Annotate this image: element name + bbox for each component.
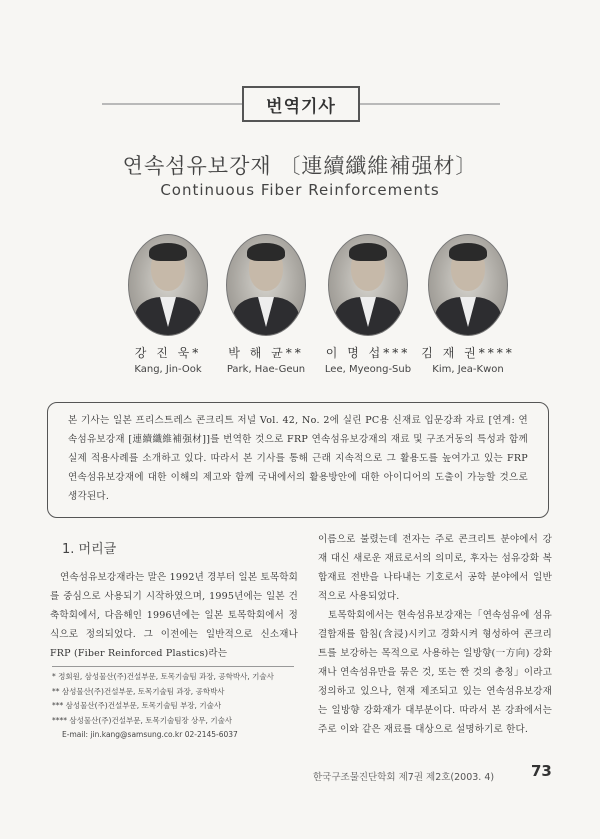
footnote: ** 삼성물산(주)건설부문, 토목기술팀 과장, 공학박사 bbox=[52, 686, 225, 696]
author-card bbox=[118, 234, 218, 375]
author-photo bbox=[328, 234, 408, 336]
author-name-korean: 박 해 균** bbox=[228, 346, 304, 360]
footnote: * 정회원, 삼성물산(주)건설부문, 토목기술팀 과장, 공학박사, 기술사 bbox=[52, 672, 274, 681]
body-column-left bbox=[50, 568, 298, 663]
author-card bbox=[418, 234, 518, 375]
abstract-box: 본 기사는 일본 프리스트레스 콘크리트 저널 Vol. 42, No. 2에 실린 PC용 신재료 입문강좌 자료 [연계: 연속섬유보강재 [連續纖維補强材]]를 번역한 것으로 FRP 연속섬유보강재의 재료 및 구조거동의 특성과 함께 실제 적용사례를 소개하고 있다. 따라서 본 기사를 통해 근래 지속적으로 그 활용도를 높여가고 있는 FRP 연속섬유보강재에 대한 이해의 제고와 함께 국내에서의 활용방안에 대한 아이디어의 도출이 가능할 것으로 생각된다. bbox=[47, 402, 549, 518]
body-paragraph: 연속섬유보강재라는 말은 1992년 경부터 일본 토목학회를 중심으로 사용되기 시작하였으며, 1995년에는 일본 건축학회에서, 다음해인 1996년에는 일본 토목학회에서 정식으로 정의되었다. 그 이전에는 일반적으로 신소재나 FRP (Fiber Reinforced Plastics)라는 bbox=[50, 572, 298, 659]
section-label: 번역기사 bbox=[242, 86, 360, 122]
journal-footer: 한국구조물진단학회 제7권 제2호(2003. 4) bbox=[313, 772, 495, 783]
article-title-korean: 연속섬유보강재 〔連續纖維補强材〕 bbox=[122, 154, 478, 178]
author-name-korean: 이 명 섭*** bbox=[325, 346, 411, 360]
contact-email: E-mail: jin.kang@samsung.co.kr 02-2145-6037 bbox=[62, 730, 238, 739]
body-column-right bbox=[318, 530, 552, 739]
footnote-divider bbox=[52, 666, 294, 667]
author-name-english: Kang, Jin-Ook bbox=[134, 364, 202, 375]
body-paragraph: 토목학회에서는 현속섬유보강재는「연속섬유에 섬유결합재를 함침(含浸)시키고 경화시켜 형성하여 콘크리트를 보강하는 목적으로 사용하는 일방향(一方向) 강화재나 연속섬유만을 묶은 것, 또는 짠 것의 총칭」이라고 정의하고 있으나, 현재 제조되고 있는 연속섬유보강재는 일방향 강화재가 대부분이다. 따라서 본 강좌에서는 주로 이와 같은 재료를 대상으로 설명하기로 한다. bbox=[318, 610, 552, 735]
author-name-korean: 김 재 권**** bbox=[421, 346, 515, 360]
author-name-english: Park, Hae-Geun bbox=[226, 364, 306, 375]
author-name-english: Kim, Jea-Kwon bbox=[432, 364, 504, 375]
author-photo bbox=[128, 234, 208, 336]
article-title-english: Continuous Fiber Reinforcements bbox=[160, 181, 440, 199]
footnote: **** 삼성물산(주)건설부문, 토목기술팀장 상무, 기술사 bbox=[52, 715, 233, 725]
body-paragraph: 이름으로 불렸는데 전자는 주로 콘크리트 분야에서 강재 대신 새로운 재료로서의 의미로, 후자는 섬유강화 복합재료 전반을 나타내는 기호로서 공학 분야에서 일반적으로 사용되었다. bbox=[318, 534, 552, 602]
author-name-korean: 강 진 욱* bbox=[134, 346, 202, 360]
author-footnotes bbox=[52, 670, 302, 743]
footnote: *** 삼성물산(주)건설부문, 토목기술팀 부장, 기술사 bbox=[52, 701, 222, 710]
page-number: 73 bbox=[531, 762, 552, 780]
author-photo bbox=[428, 234, 508, 336]
author-card bbox=[318, 234, 418, 375]
author-name-english: Lee, Myeong-Sub bbox=[324, 364, 412, 375]
section-heading: 1. 머리글 bbox=[62, 542, 117, 557]
author-card bbox=[216, 234, 316, 375]
author-photo bbox=[226, 234, 306, 336]
